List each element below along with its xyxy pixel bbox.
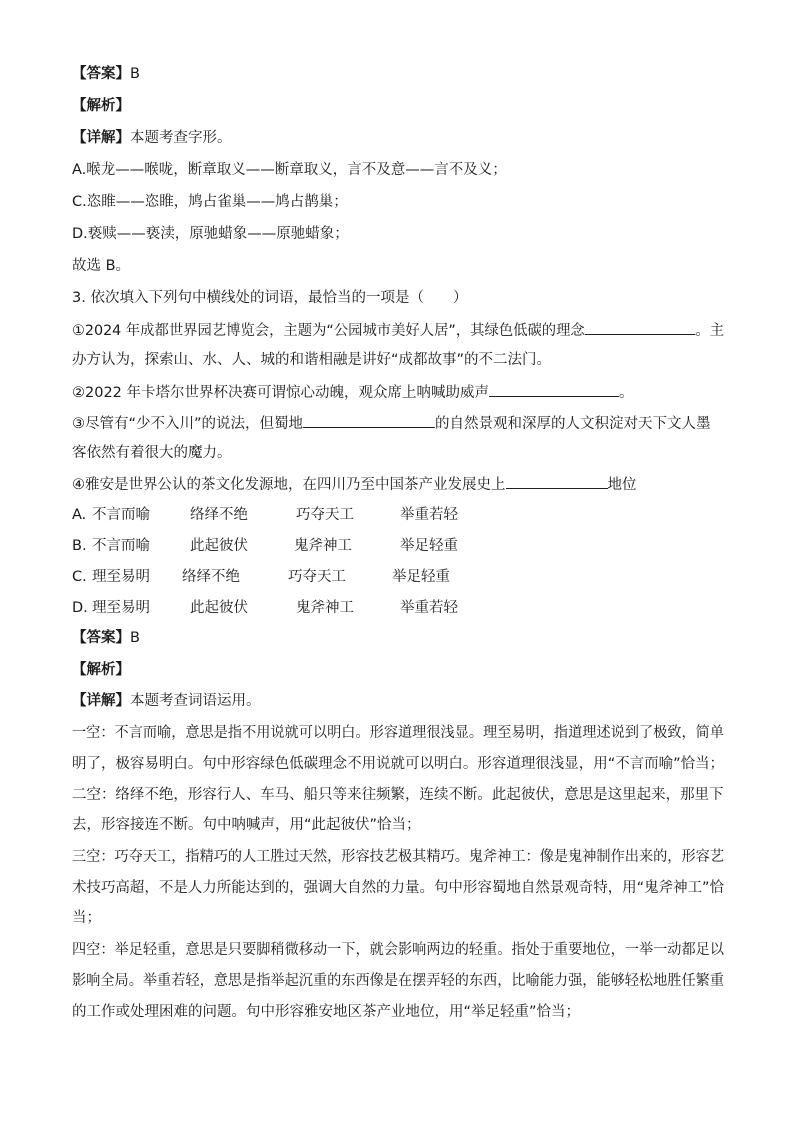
sentence-text: ①2024 年成都世界园艺博览会，主题为“公园城市美好人居”，其绿色低碳的理念	[72, 323, 585, 339]
fix-line: C.恣睢——恣睢，鸠占雀巢——鸠占鹊巢；	[72, 194, 348, 210]
explanation-line: 当；	[72, 910, 101, 926]
answer-line	[72, 628, 140, 648]
sentence-text: ③尽管有“少不入川”的说法，但蜀地	[72, 416, 304, 432]
detail-label: 【详解】	[72, 693, 130, 709]
option-word: 举足轻重	[400, 538, 458, 554]
option-word: 鬼斧神工	[294, 538, 352, 554]
explanation-line: 四空：举足轻重，意思是只要脚稍微移动一下，就会影响两边的轻重。指处于重要地位，一举一动都足以	[72, 942, 724, 958]
option-word: 巧夺天工	[288, 569, 346, 585]
sentence-text: 地位	[607, 477, 637, 493]
option-letter: C.	[72, 569, 87, 585]
fix-line: A.喉龙——喉咙，断章取义——断章取义，言不及意——言不及义；	[72, 162, 507, 178]
explanation-line: 术技巧高超，不是人力所能达到的，强调大自然的力量。句中形容蜀地自然景观奇特，用“鬼斧神工”恰	[72, 880, 725, 896]
sentence-4	[72, 474, 637, 495]
detail-line	[72, 128, 232, 148]
sentence-text: ②2022 年卡塔尔世界杯决赛可谓惊心动魄，观众席上呐喊助威声	[72, 385, 490, 401]
detail-line	[72, 691, 261, 711]
answer-blank	[303, 413, 435, 428]
sentence-text: 。主	[695, 323, 725, 339]
detail-text: 本题考查字形。	[130, 130, 232, 146]
answer-line	[72, 64, 140, 84]
sentence-1-cont: 办方认为，探索山、水、人、城的和谐相融是讲好“成都故事”的不二法门。	[72, 352, 552, 368]
detail-label: 【详解】	[72, 130, 130, 146]
explanation-line: 明了，极容易明白。句中形容绿色低碳理念不用说就可以明白。形容道理很浅显，用“不言而喻”恰当；	[72, 756, 725, 772]
option-word: 不言而喻	[92, 538, 150, 554]
option-word: 此起彼伏	[190, 600, 248, 616]
sentence-3-cont: 客依然有着很大的魔力。	[72, 445, 232, 461]
explanation-line: 的工作或处理困难的问题。句中形容雅安地区茶产业地位，用“举足轻重”恰当；	[72, 1004, 581, 1020]
answer-blank	[585, 320, 696, 335]
detail-text: 本题考查词语运用。	[130, 693, 261, 709]
sentence-3	[72, 413, 711, 434]
explanation-line: 去，形容接连不断。句中呐喊声，用“此起彼伏”恰当；	[72, 817, 421, 833]
option-word: 巧夺天工	[296, 507, 354, 523]
analysis-heading: 【解析】	[72, 662, 130, 678]
answer-label: 【答案】	[72, 630, 130, 646]
question-stem: 3. 依次填入下列句中横线处的词语，最恰当的一项是（ ）	[72, 290, 468, 306]
option-word: 举重若轻	[400, 600, 458, 616]
answer-value: B	[130, 66, 140, 82]
answer-blank	[506, 474, 608, 489]
option-word: 络绎不绝	[182, 569, 240, 585]
sentence-1	[72, 320, 724, 341]
option-word: 理至易明	[92, 600, 150, 616]
answer-label: 【答案】	[72, 66, 130, 82]
option-word: 此起彼伏	[190, 538, 248, 554]
explanation-line: 影响全局。举重若轻，意思是指举起沉重的东西像是在摆弄轻的东西，比喻能力强，能够轻松地胜任繁重	[72, 973, 724, 989]
option-word: 举足轻重	[392, 569, 450, 585]
sentence-text: 。	[619, 385, 634, 401]
sentence-2	[72, 382, 634, 403]
option-word: 络绎不绝	[190, 507, 248, 523]
option-word: 鬼斧神工	[296, 600, 354, 616]
explanation-line: 三空：巧夺天工，指精巧的人工胜过天然，形容技艺极其精巧。鬼斧神工：像是鬼神制作出来的，形容艺	[72, 849, 724, 865]
explanation-line: 一空：不言而喻，意思是指不用说就可以明白。形容道理很浅显。理至易明，指道理述说到了极致，简单	[72, 725, 724, 741]
option-letter: D.	[72, 600, 88, 616]
answer-blank	[489, 382, 619, 397]
option-word: 不言而喻	[92, 507, 150, 523]
answer-value: B	[130, 630, 140, 646]
analysis-heading: 【解析】	[72, 98, 130, 114]
option-letter: B.	[72, 538, 87, 554]
sentence-text: ④雅安是世界公认的茶文化发源地，在四川乃至中国茶产业发展史上	[72, 477, 506, 493]
fix-line: 故选 B。	[72, 258, 131, 274]
explanation-line: 二空：络绎不绝，形容行人、车马、船只等来往频繁，连续不断。此起彼伏，意思是这里起来，那里下	[72, 787, 724, 803]
option-word: 理至易明	[92, 569, 150, 585]
option-letter: A.	[72, 507, 87, 523]
option-word: 举重若轻	[400, 507, 458, 523]
sentence-text: 的自然景观和深厚的人文积淀对天下文人墨	[435, 416, 711, 432]
fix-line: D.亵赎——亵渎，原驰蜡象——原驰蜡象；	[72, 226, 349, 242]
